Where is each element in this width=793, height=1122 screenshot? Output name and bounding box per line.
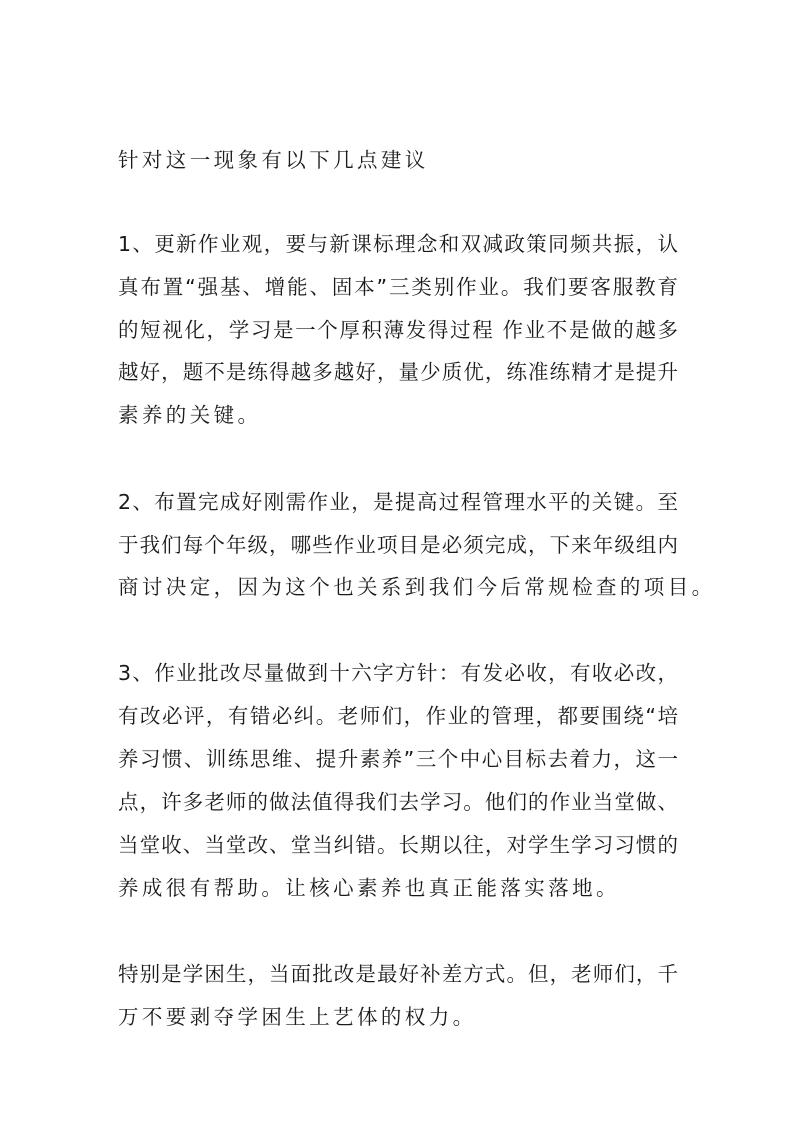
paragraph-3-line-5: 当堂收、当堂改、堂当纠错。长期以往，对学生学习习惯的 — [118, 833, 678, 857]
paragraph-2-line-3: 商讨决定，因为这个也关系到我们今后常规检查的项目。 — [118, 575, 716, 599]
paragraph-3-line-4: 点，许多老师的做法值得我们去学习。他们的作业当堂做、 — [118, 790, 678, 814]
paragraph-1-line-3: 的短视化，学习是一个厚积薄发得过程 作业不是做的越多 — [118, 318, 678, 342]
paragraph-3-line-3: 养习惯、训练思维、提升素养”三个中心目标去着力，这一 — [118, 747, 678, 771]
document-heading: 针对这一现象有以下几点建议 — [118, 148, 429, 172]
paragraph-3-line-2: 有改必评，有错必纠。老师们，作业的管理，都要围绕“培 — [118, 704, 678, 728]
paragraph-1-line-5: 素养的关键。 — [118, 403, 262, 427]
paragraph-1-line-1: 1、更新作业观，要与新课标理念和双减政策同频共振，认 — [118, 232, 678, 256]
paragraph-1-line-2: 真布置“强基、增能、固本”三类别作业。我们要客服教育 — [118, 275, 678, 299]
paragraph-2-line-1: 2、布置完成好刚需作业，是提高过程管理水平的关键。至 — [118, 490, 678, 514]
paragraph-4-line-1: 特别是学困生，当面批改是最好补差方式。但，老师们，千 — [118, 962, 678, 986]
paragraph-3-line-1: 3、作业批改尽量做到十六字方针：有发必收，有收必改， — [118, 661, 678, 685]
paragraph-4-line-2: 万不要剥夺学困生上艺体的权力。 — [118, 1005, 477, 1029]
paragraph-2-line-2: 于我们每个年级，哪些作业项目是必须完成，下来年级组内 — [118, 533, 678, 557]
paragraph-1-line-4: 越好，题不是练得越多越好，量少质优，练准练精才是提升 — [118, 360, 678, 384]
paragraph-3-line-6: 养成很有帮助。让核心素养也真正能落实落地。 — [118, 876, 620, 900]
